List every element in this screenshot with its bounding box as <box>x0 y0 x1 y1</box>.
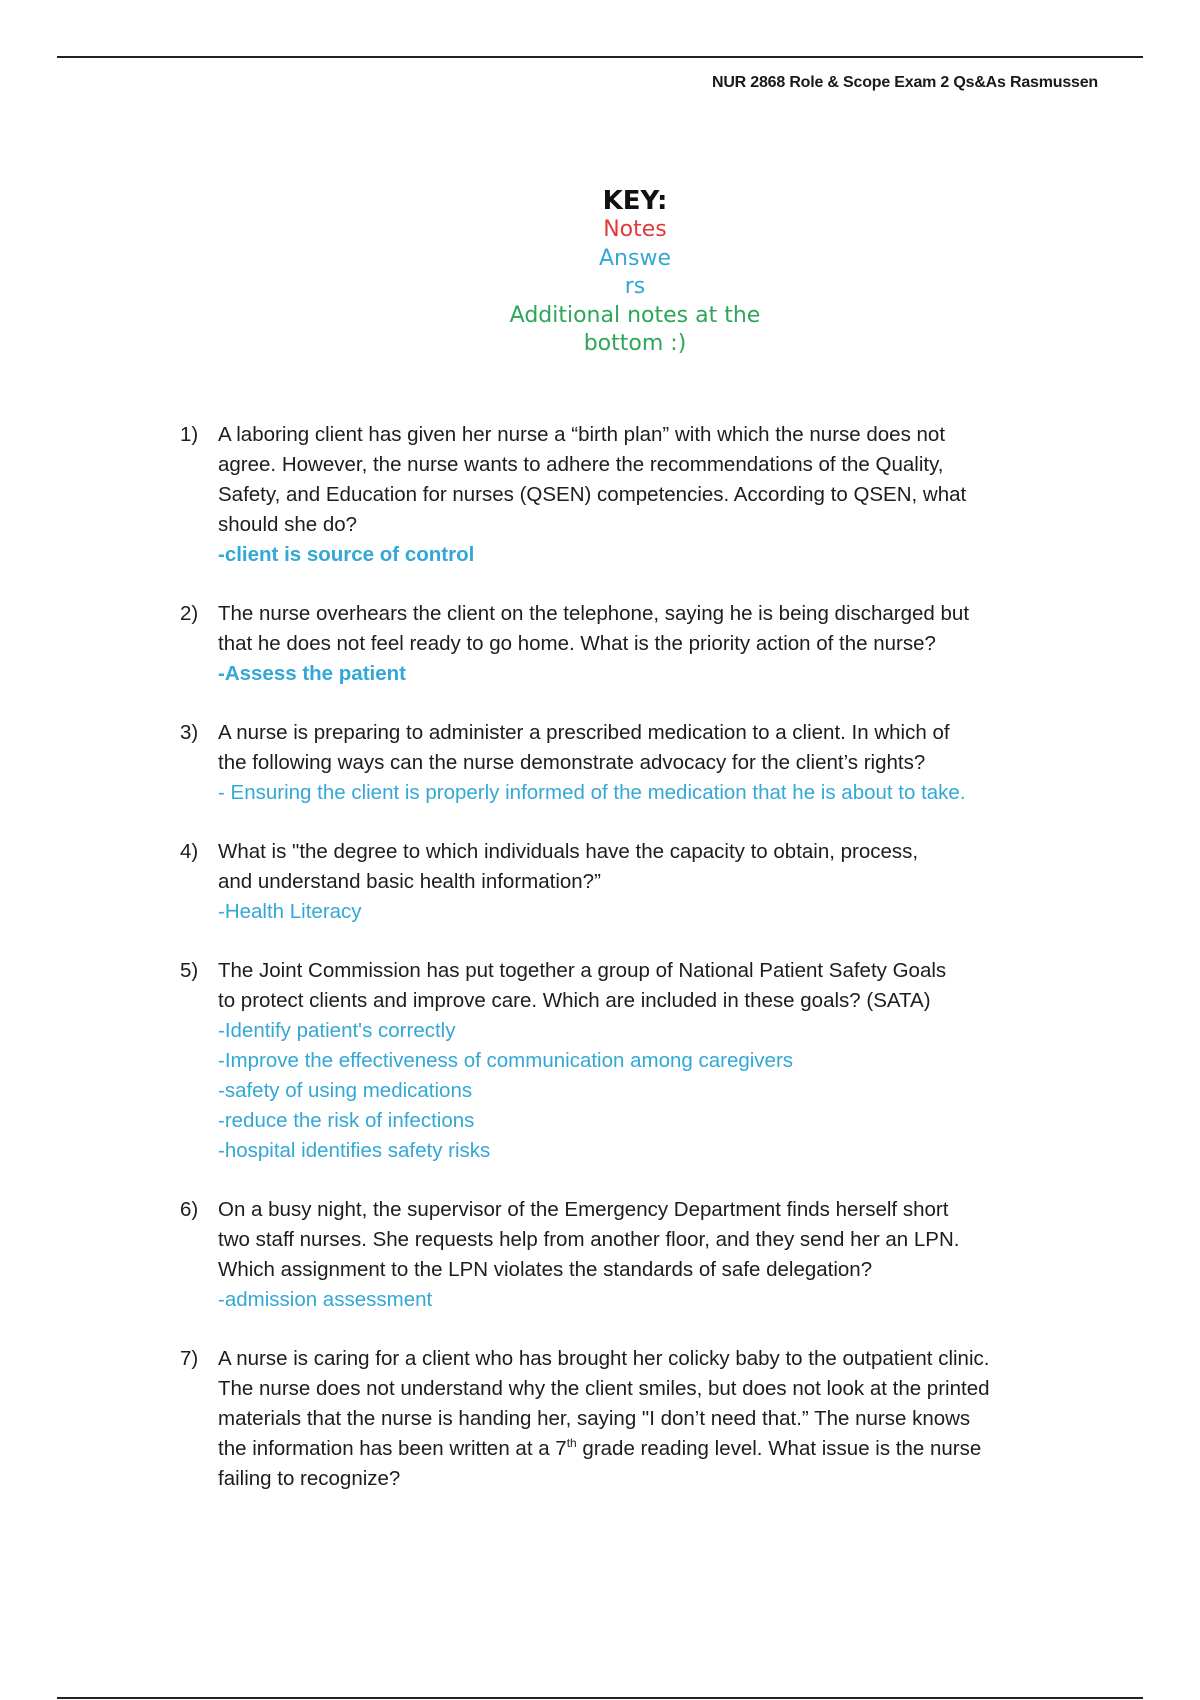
answer-line: -Assess the patient <box>218 662 406 685</box>
ordinal-suffix: th <box>566 1436 577 1451</box>
question-text-line: failing to recognize? <box>218 1467 401 1490</box>
question-number: 7) <box>180 1347 199 1370</box>
question-text-line: and understand basic health information?” <box>218 870 601 893</box>
question-number: 3) <box>180 721 199 744</box>
question-text-line: two staff nurses. She requests help from another floor, and they send her an LPN. <box>218 1228 960 1251</box>
question-6 <box>180 1195 1080 1315</box>
answer-line: -safety of using medications <box>218 1079 473 1102</box>
question-text-line: the following ways can the nurse demonstrate advocacy for the client’s rights? <box>218 751 926 774</box>
answer-line: -admission assessment <box>218 1288 433 1311</box>
answer-line: -Identify patient's correctly <box>218 1019 456 1042</box>
question-3 <box>180 718 1080 808</box>
question-number: 1) <box>180 423 199 446</box>
key-answers-label-part2: rs <box>624 274 646 299</box>
key-additional-label-part1: Additional notes at the <box>509 302 761 328</box>
question-7 <box>180 1344 1080 1494</box>
question-number: 6) <box>180 1198 199 1221</box>
answer-line: -hospital identifies safety risks <box>218 1139 491 1162</box>
question-text-line: A nurse is caring for a client who has brought her colicky baby to the outpatient clinic. <box>218 1347 990 1370</box>
question-text-line <box>218 1434 1080 1464</box>
key-notes-label: Notes <box>603 217 667 242</box>
question-text-line: The nurse overhears the client on the telephone, saying he is being discharged but <box>218 602 970 625</box>
question-number: 2) <box>180 602 199 625</box>
answer-line: - Ensuring the client is properly informed of the medication that he is about to take. <box>218 781 966 804</box>
document-header-title: NUR 2868 Role & Scope Exam 2 Qs&As Rasmussen <box>711 74 1098 91</box>
question-text-line: that he does not feel ready to go home. What is the priority action of the nurse? <box>218 632 936 655</box>
color-key <box>400 186 870 359</box>
footer-rule <box>57 1697 1143 1699</box>
key-additional-label-part2: bottom :) <box>583 331 687 356</box>
question-5 <box>180 956 1080 1166</box>
question-text-line: The nurse does not understand why the client smiles, but does not look at the printed <box>218 1377 990 1400</box>
question-text-line: to protect clients and improve care. Which are included in these goals? (SATA) <box>218 989 931 1012</box>
key-title: KEY: <box>602 186 668 216</box>
question-number: 5) <box>180 959 199 982</box>
header-rule <box>57 56 1143 58</box>
question-text-line: agree. However, the nurse wants to adhere the recommendations of the Quality, <box>218 453 944 476</box>
question-text-line: What is "the degree to which individuals have the capacity to obtain, process, <box>218 840 919 863</box>
question-text-line: materials that the nurse is handing her, saying "I don’t need that.” The nurse knows <box>218 1407 971 1430</box>
question-text-fragment: the information has been written at a 7 <box>218 1437 567 1460</box>
question-number: 4) <box>180 840 199 863</box>
question-text-line: The Joint Commission has put together a group of National Patient Safety Goals <box>218 959 947 982</box>
key-answers-label-part1: Answe <box>599 245 671 271</box>
answer-line: -Health Literacy <box>218 900 362 923</box>
question-text-fragment: grade reading level. What issue is the nurse <box>576 1437 982 1460</box>
answer-line: -reduce the risk of infections <box>218 1109 475 1132</box>
answer-line: -client is source of control <box>218 543 475 566</box>
question-text-line: A nurse is preparing to administer a prescribed medication to a client. In which of <box>218 721 950 744</box>
question-text-line: Safety, and Education for nurses (QSEN) competencies. According to QSEN, what <box>218 483 967 506</box>
question-2 <box>180 599 1080 689</box>
question-4 <box>180 837 1080 927</box>
question-text-line: On a busy night, the supervisor of the Emergency Department finds herself short <box>218 1198 949 1221</box>
question-text-line: A laboring client has given her nurse a “birth plan” with which the nurse does not <box>218 423 946 446</box>
answer-line: -Improve the effectiveness of communication among caregivers <box>218 1049 794 1072</box>
question-list <box>180 420 1080 1523</box>
question-text-line: should she do? <box>218 513 358 536</box>
question-1 <box>180 420 1080 570</box>
question-text-line: Which assignment to the LPN violates the standards of safe delegation? <box>218 1258 873 1281</box>
